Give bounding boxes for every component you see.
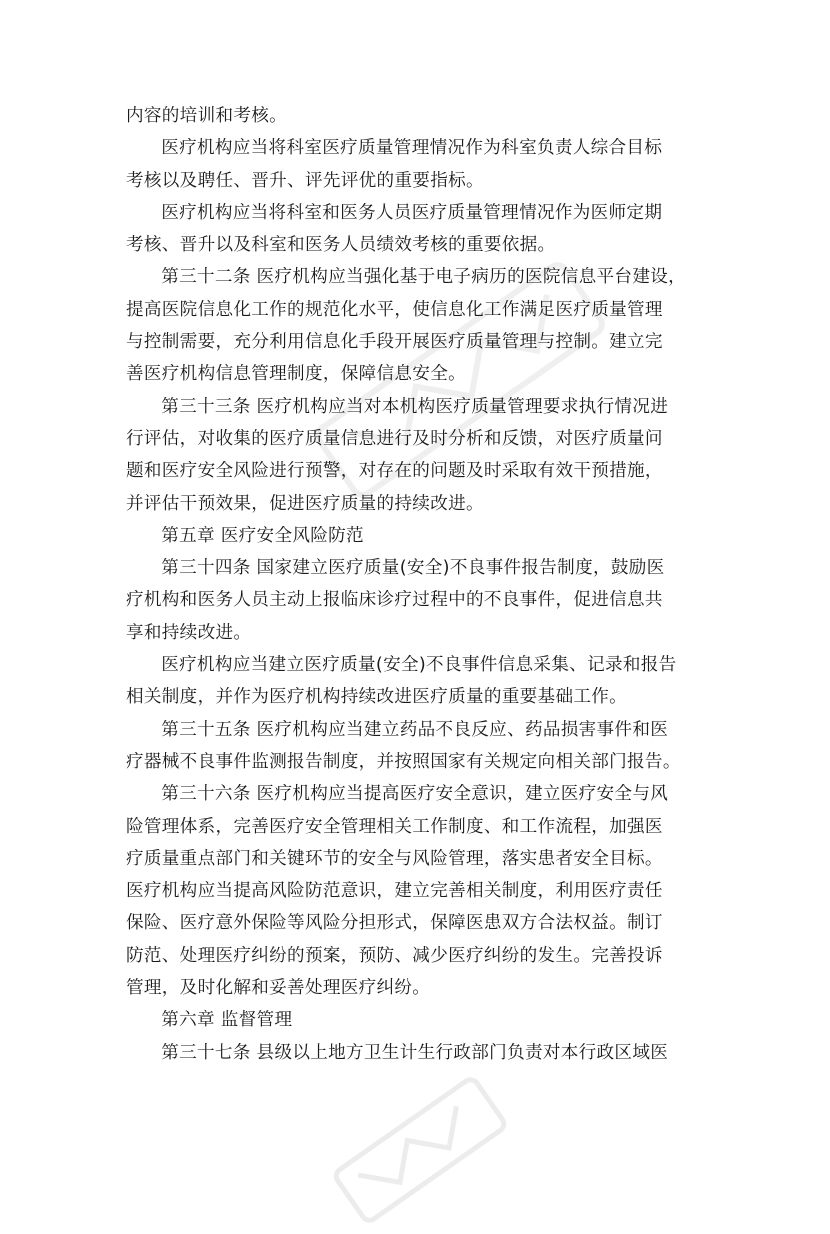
article-34: 第三十四条 国家建立医疗质量(安全)不良事件报告制度，鼓励医 疗机构和医务人员主动上报临床诊疗过程中的不良事件，促进信息共 享和持续改进。: [126, 558, 665, 643]
paragraph-2: 医疗机构应当将科室医疗质量管理情况作为科室负责人综合目标 考核以及聘任、晋升、评先评优的重要指标。: [126, 138, 663, 191]
chapter-6-heading: 第六章 监督管理: [161, 1010, 293, 1031]
watermark-graphic-bottom: [323, 1066, 516, 1234]
article-32: 第三十二条 医疗机构应当强化基于电子病历的医院信息平台建设， 提高医院信息化工作的规范化水平，使信息化工作满足医疗质量管理 与控制需要，充分利用信息化手段开展医疗质量管理与控制。建立完 善医疗机构信息管理制度，保障信息安全。: [126, 267, 687, 385]
article-35: 第三十五条 医疗机构应当建立药品不良反应、药品损害事件和医 疗器械不良事件监测报告制度，并按照国家有关规定向相关部门报告。: [126, 719, 681, 772]
article-36: 第三十六条 医疗机构应当提高医疗安全意识，建立医疗安全与风 险管理体系，完善医疗安全管理相关工作制度、和工作流程，加强医 疗质量重点部门和关键环节的安全与风险管理，落实患者安全目标。 医疗机构应当提高风险防范意识，建立完善相关制度，利用医疗责任 保险、医疗意外保险等风险分担形式，保障医患双方合法权益。制订 防范、处理医疗纠纷的预案，预防、减少医疗纠纷的发生。完善投诉 管理，及时化解和妥善处理医疗纠纷。: [126, 784, 669, 999]
article-37: 第三十七条 县级以上地方卫生计生行政部门负责对本行政区域医: [161, 1042, 669, 1063]
paragraph-adverse-events: 医疗机构应当建立医疗质量(安全)不良事件信息采集、记录和报告 相关制度，并作为医疗机构持续改进医疗质量的重要基础工作。: [126, 655, 677, 708]
document-body: [126, 100, 716, 1069]
article-33: 第三十三条 医疗机构应当对本机构医疗质量管理要求执行情况进 行评估，对收集的医疗质量信息进行及时分析和反馈，对医疗质量问 题和医疗安全风险进行预警，对存在的问题及时采取有效干预措施， 并评估干预效果，促进医疗质量的持续改进。: [126, 396, 669, 514]
paragraph-3: 医疗机构应当将科室和医务人员医疗质量管理情况作为医师定期 考核、晋升以及科室和医务人员绩效考核的重要依据。: [126, 202, 663, 256]
paragraph-1: 内容的培训和考核。: [126, 106, 288, 126]
chapter-5-heading: 第五章 医疗安全风险防范: [161, 525, 364, 546]
